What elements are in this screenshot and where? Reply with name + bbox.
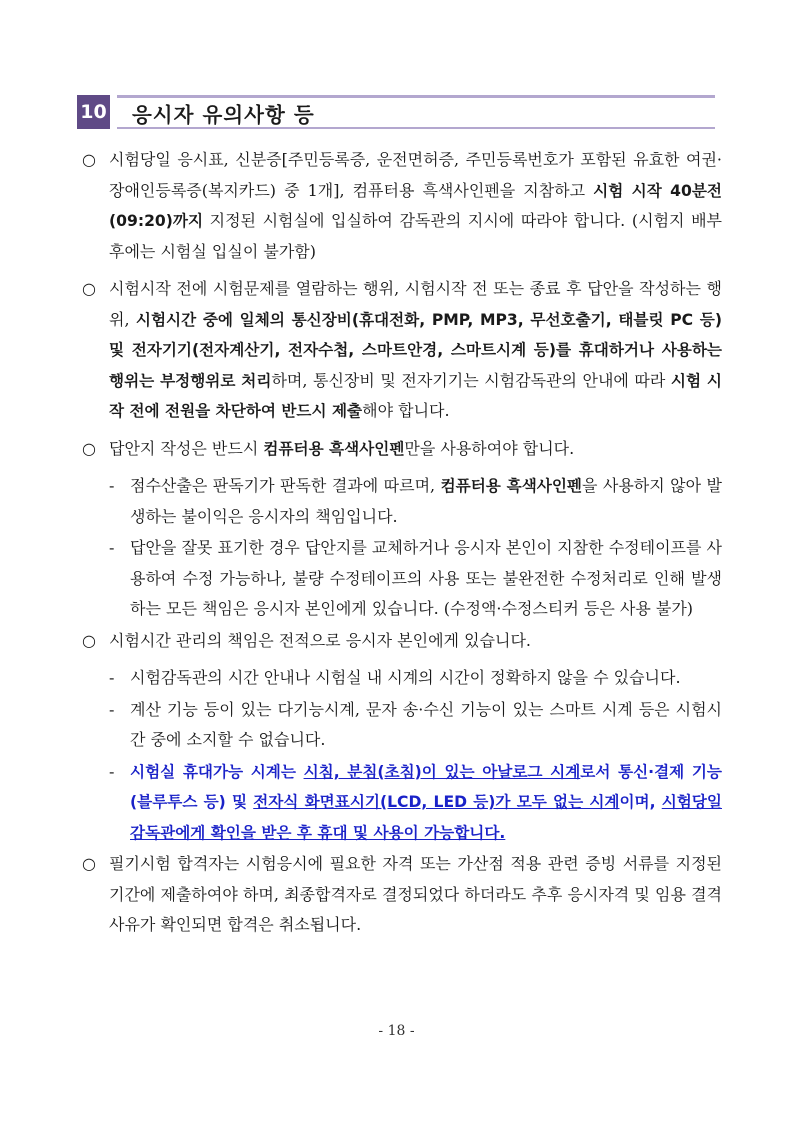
- notice-subitem: [82, 757, 722, 849]
- body-text: 시험당일 응시표, 신분증[주민등록증, 운전면허증, 주민등록번호가 포함된 유효한 여권·장애인등록증(복지카드) 중 1개], 컴퓨터용 흑색사인펜을 지참하고: [109, 150, 722, 200]
- circle-bullet-icon: ○: [82, 854, 96, 873]
- header-bottom-rule: [117, 127, 715, 129]
- body-text: 계산 기능 등이 있는 다기능시계, 문자 송·수신 기능이 있는 스마트 시계 등은 시험시간 중에 소지할 수 없습니다.: [130, 699, 722, 749]
- emphasized-text: 컴퓨터용 흑색사인펜: [263, 439, 405, 458]
- highlighted-text: 시험당일 감독관에게 확인을 받은 후 휴대 및 사용이 가능합니다.: [130, 793, 722, 842]
- body-text: 시험시간 관리의 책임은 전적으로 응시자 본인에게 있습니다.: [109, 630, 532, 650]
- body-text: 하며, 통신장비 및 전자기기는 시험감독관의 안내에 따라: [271, 370, 671, 390]
- dash-bullet-icon: -: [109, 699, 115, 719]
- highlighted-text: 이며,: [619, 793, 662, 811]
- circle-bullet-icon: ○: [82, 279, 96, 298]
- notice-list: [82, 145, 722, 948]
- highlighted-text: 시험실 휴대가능 시계는: [130, 762, 304, 781]
- highlighted-text: 시침, 분침(초침)이 있는 아날로그 시계: [303, 762, 581, 781]
- emphasized-text: 컴퓨터용 흑색사인펜: [440, 477, 582, 495]
- dash-bullet-icon: -: [109, 538, 115, 557]
- circle-bullet-icon: ○: [82, 630, 96, 650]
- emphasized-text: 시험 시작 전에 전원을 차단하여 반드시 제출: [109, 371, 722, 420]
- highlighted-text: 로서 통신·결제 기능(블루투스 등) 및: [130, 762, 722, 811]
- body-text: 필기시험 합격자는 시험응시에 필요한 자격 또는 가산점 적용 관련 증빙 서류를 지정된 기간에 제출하여야 하며, 최종합격자로 결정되었다 하더라도 추후 응시자격 및 임용 결격사유가 확인되면 합격은 취소됩니다.: [109, 854, 722, 934]
- body-text: 을 사용하지 않아 발생하는 불이익은 응시자의 책임입니다.: [130, 476, 722, 526]
- body-text: 해야 합니다.: [362, 401, 450, 420]
- dash-bullet-icon: -: [109, 668, 115, 687]
- body-text: 시험감독관의 시간 안내나 시험실 내 시계의 시간이 정확하지 않을 수 있습니다.: [130, 668, 681, 687]
- notice-item: [82, 849, 722, 941]
- circle-bullet-icon: ○: [82, 150, 96, 169]
- circle-bullet-icon: ○: [82, 438, 96, 458]
- dash-bullet-icon: -: [109, 761, 115, 781]
- section-title: 응시자 유의사항 등: [132, 103, 315, 127]
- emphasized-text: 시험시간 중에 일체의 통신장비(휴대전화, PMP, MP3, 무선호출기, 태블릿 PC 등) 및 전자기기(전자계산기, 전자수첩, 스마트안경, 스마트시계 등)를 휴대하거나 사용하는 행위는 부정행위로 처리: [109, 310, 722, 390]
- page-number: - 18 -: [378, 1023, 415, 1039]
- body-text: 만을 사용하여야 합니다.: [404, 438, 575, 458]
- notice-item: [82, 434, 722, 465]
- notice-subitem: [82, 533, 722, 625]
- body-text: 답안을 잘못 표기한 경우 답안지를 교체하거나 응시자 본인이 지참한 수정테이프를 사용하여 수정 가능하나, 불량 수정테이프의 사용 또는 불완전한 수정처리로 인해 발생하는 모든 책임은 응시자 본인에게 있습니다. (수정액·수정스티커 등은 사용 불가): [130, 538, 722, 618]
- section-number: 10: [77, 95, 110, 129]
- notice-subitem: [82, 663, 722, 694]
- notice-item: [82, 274, 722, 427]
- section-header: [77, 95, 715, 129]
- notice-subitem: [82, 695, 722, 756]
- emphasized-text: 시험 시작 40분전(09:20)까지: [109, 181, 722, 230]
- notice-subitem: [82, 471, 722, 532]
- notice-item: [82, 626, 722, 657]
- notice-item: [82, 145, 722, 267]
- highlighted-text: 전자식 화면표시기(LCD, LED 등)가 모두 없는 시계: [253, 793, 620, 811]
- body-text: 시험시작 전에 시험문제를 열람하는 행위, 시험시작 전 또는 종료 후 답안을 작성하는 행위,: [109, 279, 722, 329]
- body-text: 점수산출은 판독기가 판독한 결과에 따르며,: [130, 476, 441, 495]
- body-text: 답안지 작성은 반드시: [109, 438, 264, 458]
- dash-bullet-icon: -: [109, 476, 115, 495]
- body-text: 지정된 시험실에 입실하여 감독관의 지시에 따라야 합니다. (시험지 배부 후에는 시험실 입실이 불가함): [109, 211, 722, 261]
